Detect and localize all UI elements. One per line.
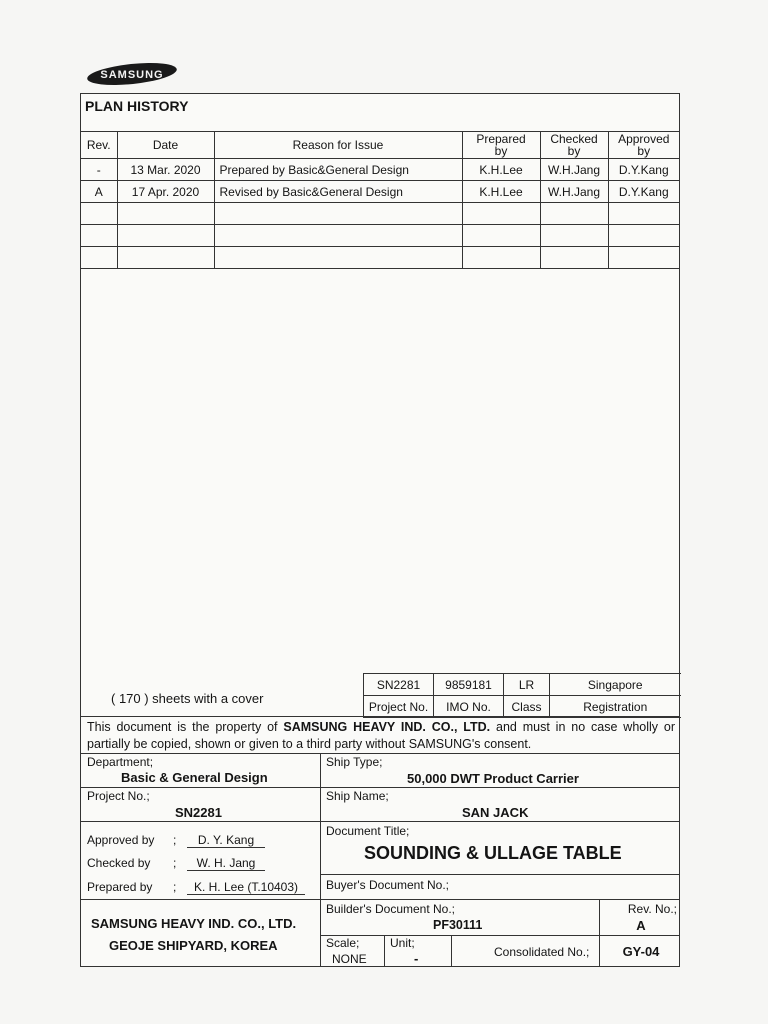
table-row bbox=[81, 225, 679, 247]
checked-separator: ; bbox=[173, 856, 177, 870]
sheets-count: ( 170 ) sheets with a cover bbox=[111, 691, 264, 706]
company-name: SAMSUNG HEAVY IND. CO., LTD. bbox=[91, 916, 297, 931]
document-sheet bbox=[80, 93, 680, 967]
table-row bbox=[81, 203, 679, 225]
cell-rev: A bbox=[81, 181, 117, 203]
unit-value: - bbox=[414, 951, 419, 966]
department-value: Basic & General Design bbox=[121, 770, 268, 785]
class-value: LR bbox=[504, 674, 550, 696]
document-title-label: Document Title; bbox=[326, 824, 410, 838]
cell-reason: Prepared by Basic&General Design bbox=[214, 159, 462, 181]
consolidated-value: GY-04 bbox=[622, 944, 660, 959]
builder-document-label: Builder's Document No.; bbox=[326, 902, 456, 916]
plan-history-table bbox=[81, 131, 679, 269]
cell-reason bbox=[214, 225, 462, 247]
registration-value: Singapore bbox=[550, 674, 681, 696]
cell-date bbox=[117, 247, 214, 269]
checked-by-label: Checked by bbox=[87, 856, 151, 870]
consolidated-label: Consolidated No.; bbox=[494, 945, 590, 959]
project-no-label: Project No.; bbox=[87, 789, 150, 803]
header-date: Date bbox=[117, 132, 214, 159]
header-checked: Checked by bbox=[540, 132, 608, 159]
registration-values-row bbox=[364, 674, 681, 696]
property-notice: This document is the property of SAMSUNG HEAVY IND. CO., LTD. and must in no case wholly or partially be copied, shown or given to a third party without SAMSUNG's consent. bbox=[87, 720, 676, 751]
registration-table bbox=[363, 673, 681, 718]
header-rev: Rev. bbox=[81, 132, 117, 159]
unit-label: Unit; bbox=[390, 936, 415, 950]
cell-reason bbox=[214, 203, 462, 225]
cell-prepared bbox=[462, 203, 540, 225]
project-no-value: SN2281 bbox=[364, 674, 434, 696]
cell-approved bbox=[608, 203, 679, 225]
cell-rev bbox=[81, 247, 117, 269]
samsung-logo bbox=[86, 60, 178, 88]
rev-no-label: Rev. No.; bbox=[627, 902, 677, 916]
header-approved: Approved by bbox=[608, 132, 679, 159]
ship-name-value: SAN JACK bbox=[462, 805, 529, 820]
cell-approved bbox=[608, 247, 679, 269]
cell-date bbox=[117, 203, 214, 225]
buyer-document-label: Buyer's Document No.; bbox=[326, 878, 450, 892]
cell-rev: - bbox=[81, 159, 117, 181]
department-label: Department; bbox=[87, 755, 154, 769]
approved-separator: ; bbox=[173, 833, 177, 847]
cell-prepared: K.H.Lee bbox=[462, 181, 540, 203]
class-label: Class bbox=[504, 696, 550, 718]
header-prepared: Prepared by bbox=[462, 132, 540, 159]
cell-approved: D.Y.Kang bbox=[608, 181, 679, 203]
builder-document-value: PF30111 bbox=[433, 918, 483, 932]
cell-rev bbox=[81, 203, 117, 225]
table-row bbox=[81, 247, 679, 269]
rev-no-value: A bbox=[636, 918, 646, 933]
cell-date bbox=[117, 225, 214, 247]
cell-approved bbox=[608, 225, 679, 247]
ship-type-value: 50,000 DWT Product Carrier bbox=[407, 771, 579, 786]
table-header-row bbox=[81, 132, 679, 159]
cell-checked: W.H.Jang bbox=[540, 159, 608, 181]
scale-value: NONE bbox=[332, 952, 367, 966]
logo-text: SAMSUNG bbox=[100, 69, 164, 81]
cell-checked: W.H.Jang bbox=[540, 181, 608, 203]
scale-label: Scale; bbox=[326, 936, 360, 950]
project-no-field: SN2281 bbox=[175, 805, 222, 820]
checked-by-name: W. H. Jang bbox=[187, 856, 265, 871]
cell-checked bbox=[540, 247, 608, 269]
plan-history-title: PLAN HISTORY bbox=[85, 98, 189, 114]
cell-reason: Revised by Basic&General Design bbox=[214, 181, 462, 203]
cell-prepared: K.H.Lee bbox=[462, 159, 540, 181]
cell-date: 13 Mar. 2020 bbox=[117, 159, 214, 181]
shipyard-location: GEOJE SHIPYARD, KOREA bbox=[109, 938, 278, 953]
prepared-by-label: Prepared by bbox=[87, 880, 153, 894]
imo-no-value: 9859181 bbox=[434, 674, 504, 696]
table-row bbox=[81, 159, 679, 181]
cell-checked bbox=[540, 225, 608, 247]
header-reason: Reason for Issue bbox=[214, 132, 462, 159]
imo-no-label: IMO No. bbox=[434, 696, 504, 718]
cell-approved: D.Y.Kang bbox=[608, 159, 679, 181]
prepared-separator: ; bbox=[173, 880, 177, 894]
project-no-label: Project No. bbox=[364, 696, 434, 718]
approved-by-name: D. Y. Kang bbox=[187, 833, 265, 848]
approved-by-label: Approved by bbox=[87, 833, 155, 847]
document-title: SOUNDING & ULLAGE TABLE bbox=[364, 843, 622, 863]
cell-reason bbox=[214, 247, 462, 269]
registration-label: Registration bbox=[550, 696, 681, 718]
prepared-by-name: K. H. Lee (T.10403) bbox=[187, 880, 305, 895]
cell-checked bbox=[540, 203, 608, 225]
cell-rev bbox=[81, 225, 117, 247]
cell-prepared bbox=[462, 247, 540, 269]
cell-date: 17 Apr. 2020 bbox=[117, 181, 214, 203]
ship-type-label: Ship Type; bbox=[326, 755, 383, 769]
cell-prepared bbox=[462, 225, 540, 247]
table-row bbox=[81, 181, 679, 203]
ship-name-label: Ship Name; bbox=[326, 789, 389, 803]
registration-labels-row bbox=[364, 696, 681, 718]
